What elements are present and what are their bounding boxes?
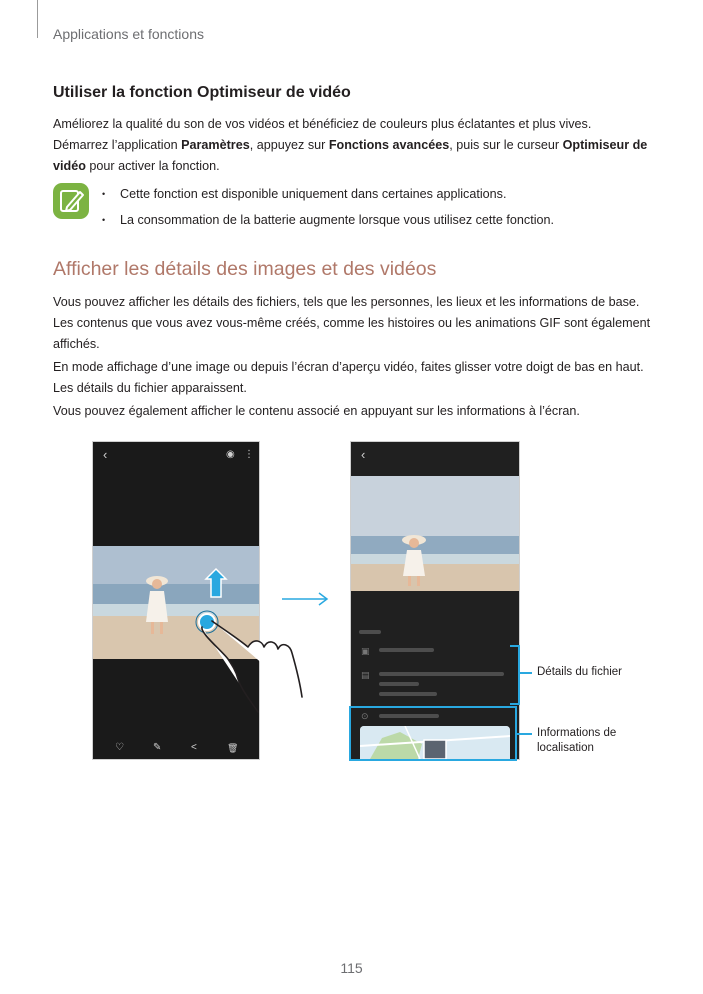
note-list	[100, 181, 660, 233]
settings-app-name: Paramètres	[181, 138, 250, 152]
instruction-paragraph	[53, 135, 653, 177]
callout-file-details: Détails du fichier	[537, 666, 623, 678]
transition-arrow-icon	[282, 592, 330, 606]
beach-photo-thumbnail	[351, 476, 519, 591]
edit-icon[interactable]: ✎	[153, 742, 162, 753]
details-paragraph: Vous pouvez afficher les détails des fichiers, tels que les personnes, les lieux et les informations de base. Les contenus que vous avez vous-même créés, comme les histoires ou les animations GIF sont également affichés.	[53, 295, 651, 351]
file-details-bracket	[510, 645, 520, 705]
delete-icon[interactable]: 🗑	[227, 743, 239, 753]
section-title-details: Afficher les détails des images et des vidéos	[53, 258, 437, 280]
location-pin-icon: ⊙	[361, 711, 369, 721]
note-item: • Cette fonction est disponible uniquement dans certaines applications.	[100, 181, 660, 207]
instruction-text: , puis sur le curseur	[449, 138, 563, 152]
details-heading-placeholder	[359, 630, 381, 634]
swipe-gesture-illustration	[192, 567, 322, 717]
location-highlight-box	[349, 706, 517, 761]
intro-paragraph: Améliorez la qualité du son de vos vidéos et bénéficiez de couleurs plus éclatantes et plus vives.	[53, 117, 592, 131]
filename-placeholder	[379, 672, 504, 676]
favorite-icon[interactable]: ♡	[115, 742, 124, 753]
note-icon	[53, 183, 89, 219]
callout-location	[537, 726, 616, 756]
share-icon[interactable]: <	[191, 742, 197, 753]
date-placeholder	[379, 648, 434, 652]
note-item: • La consommation de la batterie augmente lorsque vous utilisez cette fonction.	[100, 207, 660, 233]
size-placeholder	[379, 692, 437, 696]
eye-icon[interactable]: ◉	[226, 449, 235, 460]
more-options-icon[interactable]: ⋮	[244, 449, 254, 460]
running-header: Applications et fonctions	[53, 26, 204, 42]
location-leader	[517, 733, 532, 735]
instruction-text: , appuyez sur	[249, 138, 329, 152]
calendar-icon: ▣	[361, 646, 370, 656]
video-optimizer-name: Optimiseur de vidéo	[53, 138, 648, 173]
instruction-text: pour activer la fonction.	[85, 159, 220, 173]
image-info-icon: ▤	[361, 670, 370, 680]
callout-location-line1: Informations de	[537, 727, 617, 739]
page-number: 115	[340, 960, 363, 976]
section-title-video-optimizer: Utiliser la fonction Optimiseur de vidéo	[53, 84, 351, 101]
advanced-features-name: Fonctions avancées	[328, 138, 450, 152]
back-icon[interactable]: ‹	[361, 447, 366, 462]
callout-location-line2: localisation	[537, 742, 594, 754]
page-rule	[37, 0, 38, 38]
file-details-leader	[520, 672, 532, 674]
instruction-text: Démarrez l’application	[53, 138, 182, 152]
related-content-paragraph: Vous pouvez également afficher le contenu associé en appuyant sur les informations à l’écran.	[53, 404, 580, 418]
path-placeholder	[379, 682, 419, 686]
back-icon[interactable]: ‹	[103, 447, 108, 462]
swipe-paragraph: En mode affichage d’une image ou depuis l’écran d’aperçu vidéo, faites glisser votre doigt de bas en haut. Les détails du fichier apparaissent.	[53, 360, 644, 395]
